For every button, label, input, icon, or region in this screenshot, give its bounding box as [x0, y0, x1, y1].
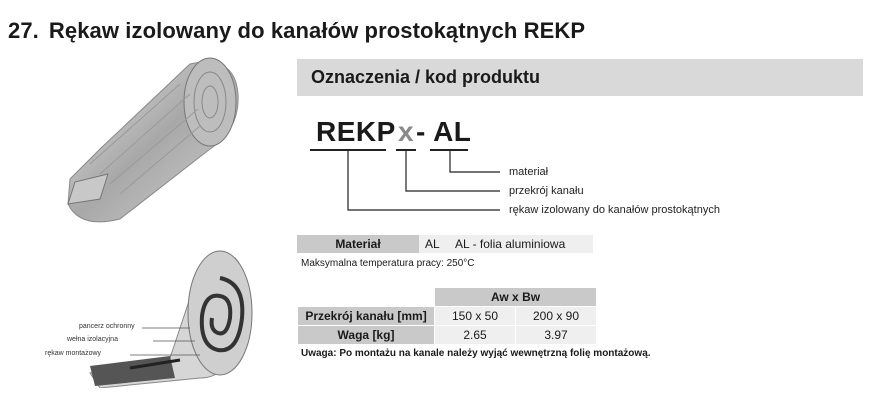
callout-lines	[120, 320, 210, 365]
dims-empty-cell	[298, 288, 435, 307]
title-text: Rękaw izolowany do kanałów prostokątnych REKP	[48, 18, 586, 43]
callout-sleeve: rękaw montażowy	[45, 350, 102, 357]
dims-row-label: Waga [kg]	[298, 326, 435, 345]
dimensions-table	[297, 287, 597, 345]
dims-cell: 150 x 50	[435, 307, 516, 326]
dims-cell: 200 x 90	[516, 307, 597, 326]
material-description: AL - folia aluminiowa	[449, 235, 593, 253]
product-cross-section-image	[30, 238, 270, 388]
max-temperature: Maksymalna temperatura pracy: 250°C	[301, 258, 475, 269]
material-code: AL	[419, 235, 449, 253]
installation-note: Uwaga: Po montażu na kanale należy wyjąć wewnętrzną folię montażową.	[301, 348, 651, 359]
dims-cell: 2.65	[435, 326, 516, 345]
callout-armor: pancerz ochronny	[79, 323, 135, 330]
legend-material: materiał	[509, 166, 549, 178]
callout-wool: wełna izolacyjna	[67, 336, 118, 343]
material-header: Materiał	[297, 235, 419, 253]
table-row	[298, 326, 597, 345]
dims-cell: 3.97	[516, 326, 597, 345]
legend-lines	[340, 148, 510, 218]
code-part-rekp: REKP	[316, 116, 396, 147]
material-row	[297, 235, 593, 253]
legend-section: przekrój kanału	[509, 185, 584, 197]
code-part-x: x	[398, 116, 415, 147]
legend-product: rękaw izolowany do kanałów prostokątnych	[509, 204, 720, 216]
page-title	[8, 18, 585, 44]
title-number: 27.	[8, 18, 39, 43]
dims-row-label: Przekrój kanału [mm]	[298, 307, 435, 326]
table-row	[298, 307, 597, 326]
code-part-al: - AL	[416, 116, 472, 147]
product-roll-image	[60, 54, 246, 229]
material-table	[297, 235, 593, 253]
dims-header: Aw x Bw	[435, 288, 597, 307]
dims-header-row	[298, 288, 597, 307]
section-heading: Oznaczenia / kod produktu	[297, 59, 863, 96]
